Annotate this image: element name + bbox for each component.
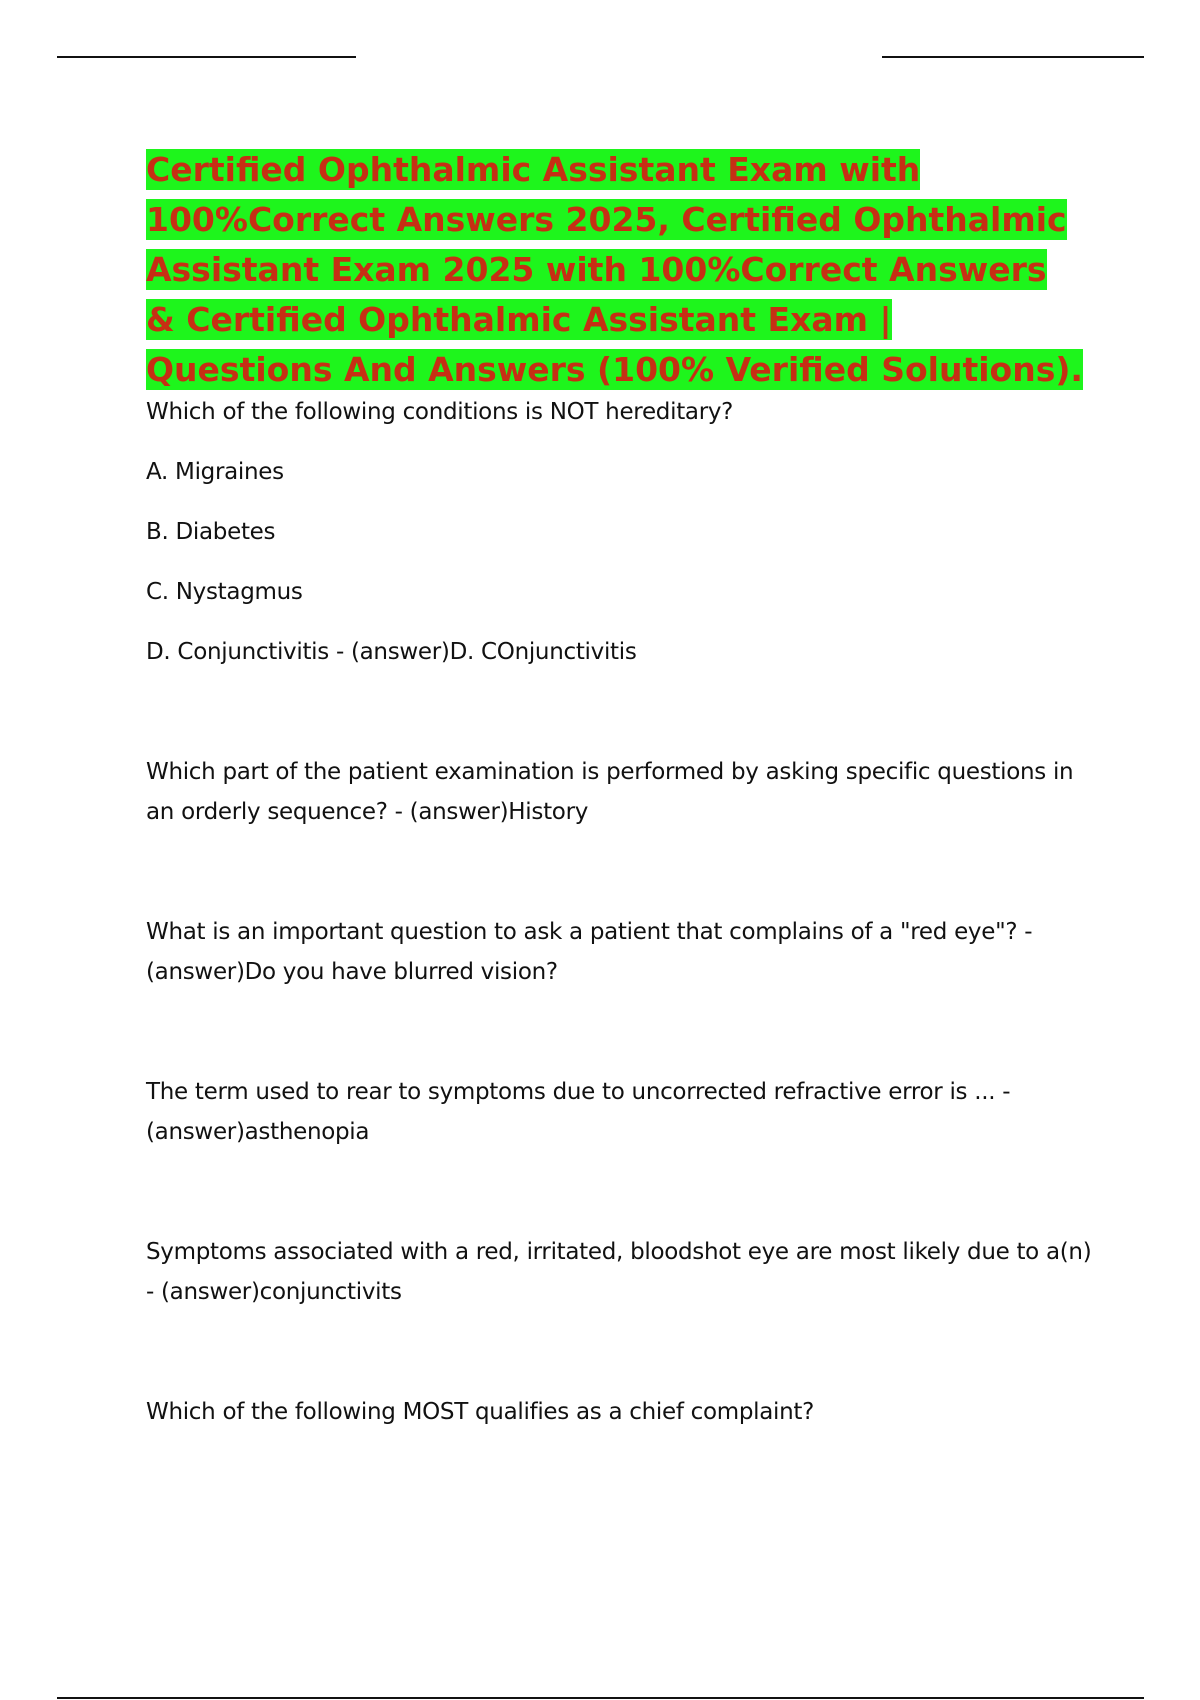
question-1-option-a: A. Migraines: [146, 459, 284, 485]
question-2: Which part of the patient examination is performed by asking specific questions in an orderly sequence? - (answer)History: [146, 759, 1074, 825]
question-6: Which of the following MOST qualifies as a chief complaint?: [146, 1399, 815, 1425]
title-highlight: Certified Ophthalmic Assistant Exam with 100%Correct Answers 2025, Certified Ophthalmic Assistant Exam 2025 with 100%Correct Answers & Certified Ophthalmic Assistant Exam | Questions And Answers (100% Verified Solutions).: [146, 150, 1083, 389]
question-1-option-b: B. Diabetes: [146, 519, 276, 545]
footer-rule: [57, 1697, 1144, 1699]
header-rule-right: [882, 56, 1144, 58]
question-1-option-c: C. Nystagmus: [146, 579, 303, 605]
document-title: [146, 145, 1086, 395]
question-1-text: Which of the following conditions is NOT hereditary?: [146, 399, 734, 425]
question-4: The term used to rear to symptoms due to uncorrected refractive error is ... - (answer)asthenopia: [146, 1079, 1011, 1145]
question-3: What is an important question to ask a patient that complains of a "red eye"? - (answer)Do you have blurred vision?: [146, 919, 1033, 985]
question-1-option-d: D. Conjunctivitis - (answer)D. COnjunctivitis: [146, 639, 637, 665]
header-rule-left: [57, 56, 356, 58]
question-5: Symptoms associated with a red, irritated, bloodshot eye are most likely due to a(n) - (answer)conjunctivits: [146, 1239, 1092, 1305]
